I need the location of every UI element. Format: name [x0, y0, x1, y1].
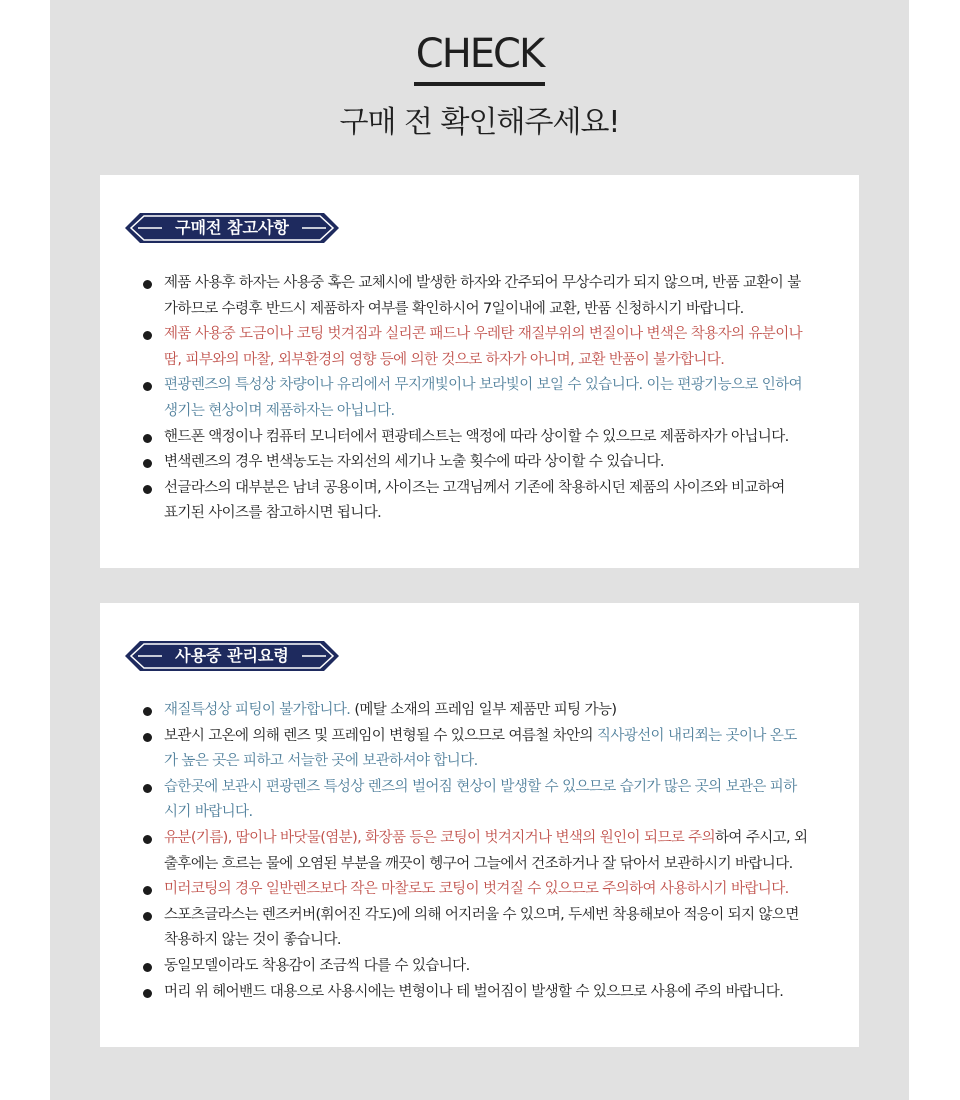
- page-heading: [50, 30, 909, 142]
- bullet-icon: [143, 485, 152, 494]
- bullet-icon: [143, 434, 152, 443]
- bullet-icon: [143, 912, 152, 921]
- section-badge: [124, 212, 340, 244]
- content-panel: [50, 0, 909, 1100]
- list-item: 제품 사용후 하자는 사용중 혹은 교체시에 발생한 하자와 간주되어 무상수리가 되지 않으며, 반품 교환이 불 가하므로 수령후 반드시 제품하자 여부를 확인하시어 7일이내에 교환, 반품 신청하시기 바랍니다.: [140, 271, 840, 322]
- list-item: 유분(기름), 땀이나 바닷물(염분), 화장품 등은 코팅이 벗겨지거나 변색의 원인이 되므로 주의하여 주시고, 외 출후에는 흐르는 물에 오염된 부분을 깨끗이 헹구어 그늘에서 건조하거나 잘 닦아서 보관하시기 바랍니다.: [140, 826, 840, 877]
- page-subtitle: 구매 전 확인해주세요!: [339, 105, 620, 140]
- bullet-icon: [143, 707, 152, 716]
- list-item: 미러코팅의 경우 일반렌즈보다 작은 마찰로도 코팅이 벗겨질 수 있으므로 주의하여 사용하시기 바랍니다.: [140, 877, 840, 903]
- purchase-notes-card: [100, 175, 859, 568]
- bullet-icon: [143, 886, 152, 895]
- purchase-notes-list: [140, 271, 840, 527]
- bullet-icon: [143, 784, 152, 793]
- list-item: 변색렌즈의 경우 변색농도는 자외선의 세기나 노출 횟수에 따라 상이할 수 있습니다.: [140, 450, 840, 476]
- bullet-icon: [143, 331, 152, 340]
- list-item: 보관시 고온에 의해 렌즈 및 프레임이 변형될 수 있으므로 여름철 차안의 직사광선이 내리쬐는 곳이나 온도 가 높은 곳은 피하고 서늘한 곳에 보관하셔야 합니다.: [140, 724, 840, 775]
- list-item: 스포츠글라스는 렌즈커버(휘어진 각도)에 의해 어지러울 수 있으며, 두세번 착용해보아 적응이 되지 않으면 착용하지 않는 것이 좋습니다.: [140, 903, 840, 954]
- list-item: 제품 사용중 도금이나 코팅 벗겨짐과 실리콘 패드나 우레탄 재질부위의 변질이나 변색은 착용자의 유분이나 땀, 피부와의 마찰, 외부환경의 영향 등에 의한 것으로 하자가 아니며, 교환 반품이 불가합니다.: [140, 322, 840, 373]
- check-title: CHECK: [414, 30, 545, 86]
- list-item: 머리 위 헤어밴드 대용으로 사용시에는 변형이나 테 벌어짐이 발생할 수 있으므로 사용에 주의 바랍니다.: [140, 980, 840, 1006]
- list-item: 선글라스의 대부분은 남녀 공용이며, 사이즈는 고객님께서 기존에 착용하시던 제품의 사이즈와 비교하여 표기된 사이즈를 참고하시면 됩니다.: [140, 476, 840, 527]
- bullet-icon: [143, 835, 152, 844]
- bullet-icon: [143, 989, 152, 998]
- list-item: 편광렌즈의 특성상 차량이나 유리에서 무지개빛이나 보라빛이 보일 수 있습니다. 이는 편광기능으로 인하여 생기는 현상이며 제품하자는 아닙니다.: [140, 373, 840, 424]
- bullet-icon: [143, 733, 152, 742]
- list-item: 습한곳에 보관시 편광렌즈 특성상 렌즈의 벌어짐 현상이 발생할 수 있으므로 습기가 많은 곳의 보관은 피하 시기 바랍니다.: [140, 775, 840, 826]
- bullet-icon: [143, 963, 152, 972]
- list-item: 재질특성상 피팅이 불가합니다. (메탈 소재의 프레임 일부 제품만 피팅 가능): [140, 698, 840, 724]
- care-guide-card: [100, 603, 859, 1047]
- section-badge: [124, 640, 340, 672]
- care-guide-list: [140, 698, 840, 1005]
- list-item: 동일모델이라도 착용감이 조금씩 다를 수 있습니다.: [140, 954, 840, 980]
- section-badge-label: 구매전 참고사항: [175, 218, 289, 237]
- bullet-icon: [143, 382, 152, 391]
- list-item: 핸드폰 액정이나 컴퓨터 모니터에서 편광테스트는 액정에 따라 상이할 수 있으므로 제품하자가 아닙니다.: [140, 425, 840, 451]
- section-badge-label: 사용중 관리요령: [175, 646, 289, 665]
- bullet-icon: [143, 280, 152, 289]
- bullet-icon: [143, 459, 152, 468]
